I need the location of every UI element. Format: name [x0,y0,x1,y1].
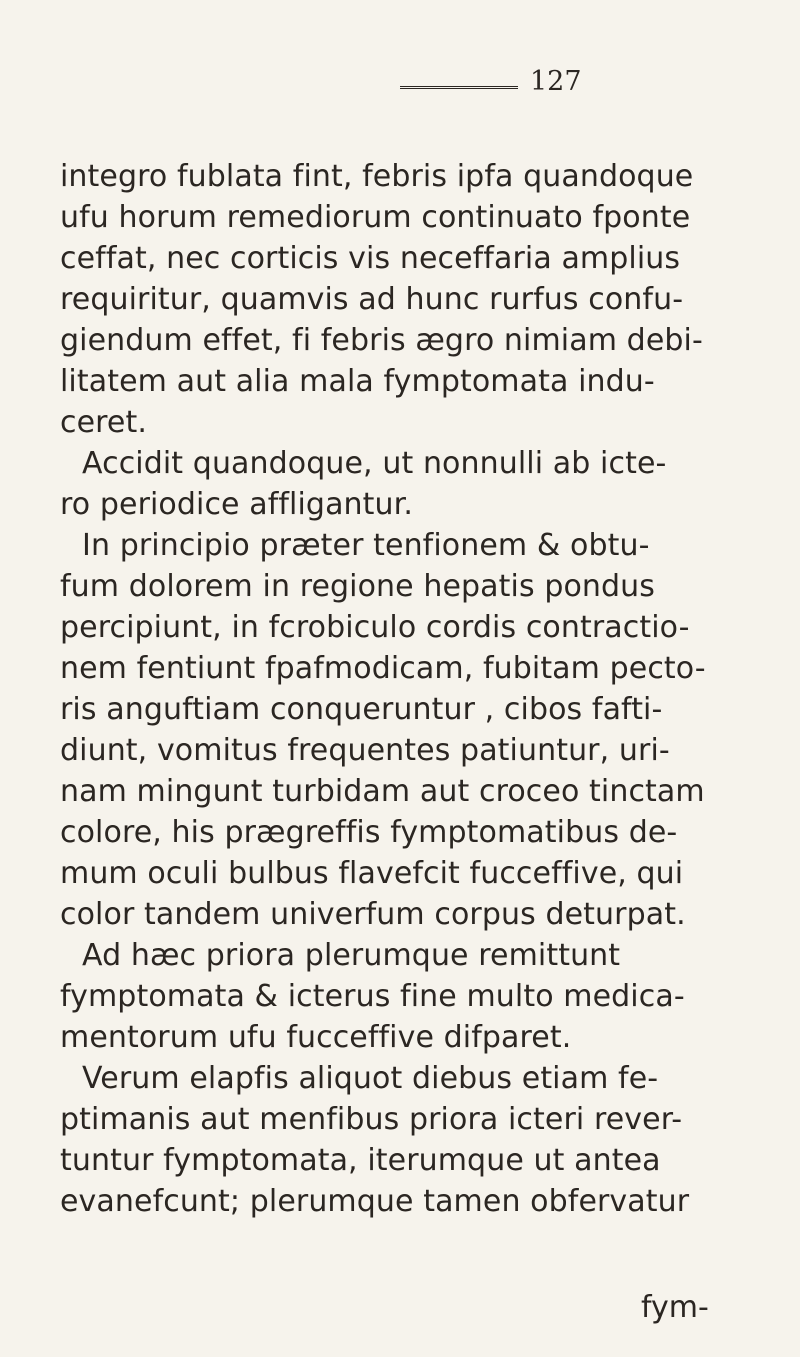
header-rule [400,86,518,89]
text-line: integro fublata fint, febris ipfa quandoque [60,159,694,194]
text-line: fymptomata & icterus fine multo medica- [60,979,685,1014]
text-line: ptimanis aut menfibus priora icteri rever- [60,1102,683,1137]
text-line: Verum elapfis aliquot diebus etiam fe- [82,1061,659,1096]
text-line: color tandem univerfum corpus deturpat. [60,897,686,932]
text-line: fum dolorem in regione hepatis pondus [60,569,656,604]
text-line: tuntur fymptomata, iterumque ut antea [60,1143,661,1178]
text-line: ceffat, nec corticis vis neceffaria amplius [60,241,681,276]
text-line: colore, his prægreffis fymptomatibus de- [60,815,678,850]
text-line: requiritur, quamvis ad hunc rurfus confu- [60,282,684,317]
text-line: mentorum ufu fucceffive difparet. [60,1020,572,1055]
text-line: nam mingunt turbidam aut croceo tinctam [60,774,705,809]
text-line: litatem aut alia mala fymptomata indu- [60,364,655,399]
text-line: ufu horum remediorum continuato fponte [60,200,691,235]
page-number: 127 [530,66,582,97]
text-line: Accidit quandoque, ut nonnulli ab icte- [82,446,667,481]
text-line: evanefcunt; plerumque tamen obfervatur [60,1184,690,1219]
text-line: diunt, vomitus frequentes patiuntur, uri- [60,733,670,768]
text-line: mum oculi bulbus flavefcit fucceffive, qui [60,856,684,891]
body-text [60,156,770,1222]
text-line: percipiunt, in fcrobiculo cordis contractio- [60,610,690,645]
text-line: nem fentiunt fpafmodicam, fubitam pecto- [60,651,706,686]
text-line: In principio præter tenfionem & obtu- [82,528,650,563]
text-line: ceret. [60,405,147,440]
catchword: fym- [641,1290,709,1325]
text-line: ris anguftiam conqueruntur , cibos fafti- [60,692,663,727]
text-line: giendum effet, fi febris ægro nimiam debi- [60,323,703,358]
text-line: ro periodice affligantur. [60,487,413,522]
text-line: Ad hæc priora plerumque remittunt [82,938,621,973]
